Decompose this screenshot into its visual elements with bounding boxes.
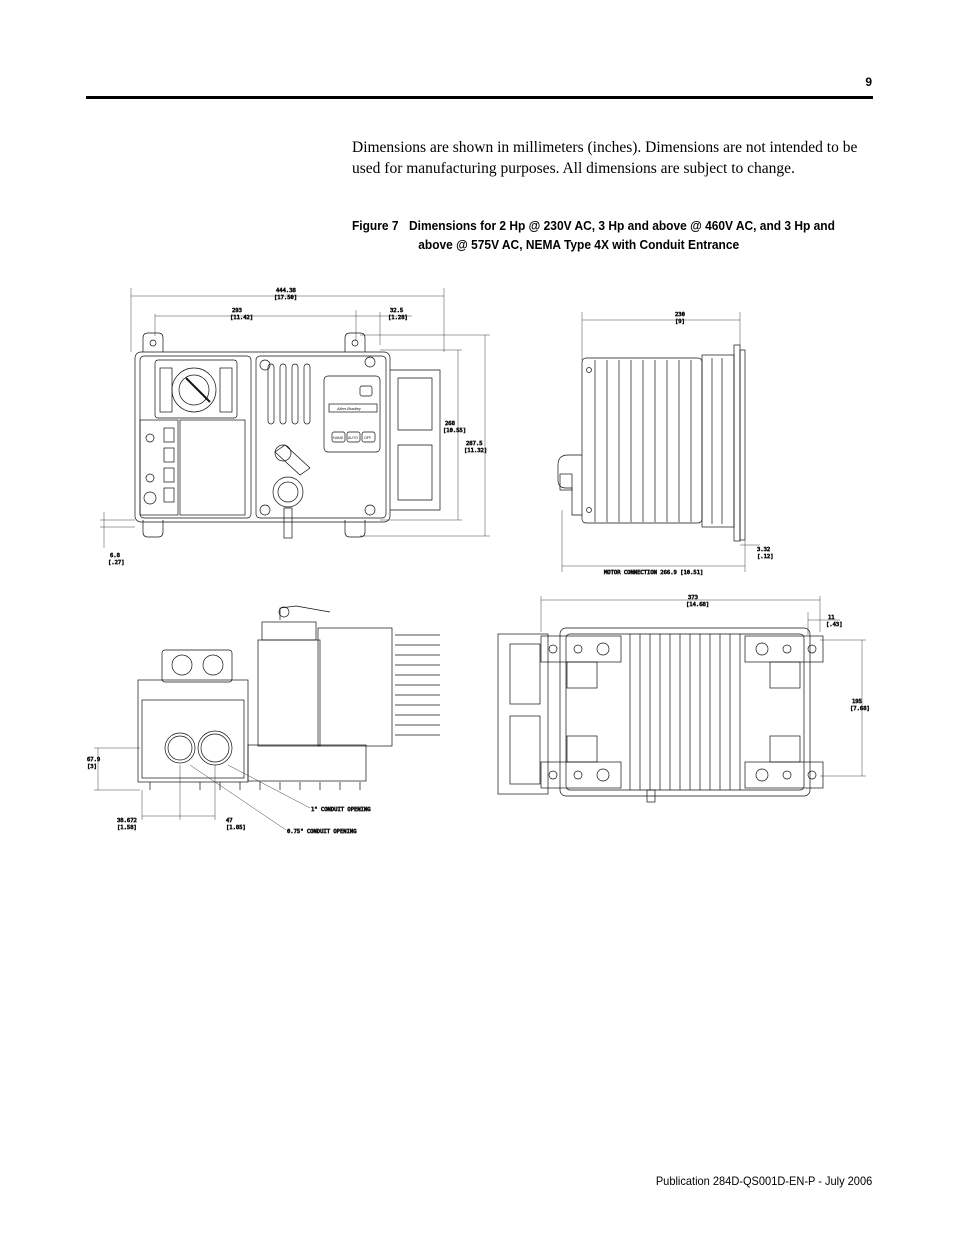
bottom-view <box>87 606 440 835</box>
side-depth: 230 <box>675 312 685 318</box>
keypad-brand: Allen-Bradley <box>337 406 361 411</box>
top-view <box>498 595 870 802</box>
bottom-conduit-1: 1" CONDUIT OPENING <box>311 807 371 813</box>
figure-caption-line1: Dimensions for 2 Hp @ 230V AC, 3 Hp and above @ 460V AC, and 3 Hp and <box>409 218 835 233</box>
bottom-conduit-height: 67.9 <box>87 757 101 763</box>
bottom-dist-1-in: [1.58] <box>117 825 137 831</box>
side-offset-in: [.12] <box>757 554 774 560</box>
side-motor-connection: MOTOR CONNECTION 266.9 [10.51] <box>604 570 704 576</box>
side-depth-in: [9] <box>675 319 685 325</box>
front-height-outer: 287.5 <box>466 441 483 447</box>
top-mount-height-in: [7.68] <box>850 706 870 712</box>
front-height-inner: 268 <box>445 421 455 427</box>
keypad-auto: AUTO <box>348 436 358 440</box>
keypad-hand: HAND <box>333 436 344 440</box>
front-bottom-offset-in: [.27] <box>108 560 125 566</box>
top-width-in: [14.68] <box>686 602 710 608</box>
front-height-outer-in: [11.32] <box>464 448 488 454</box>
top-mount-height: 195 <box>852 699 862 705</box>
bottom-dist-2: 47 <box>226 818 233 824</box>
top-edge-offset: 11 <box>828 615 835 621</box>
bottom-conduit-075: 0.75" CONDUIT OPENING <box>287 829 357 835</box>
front-overall-width-in: [17.50] <box>274 295 298 301</box>
figure-number: Figure 7 <box>352 218 399 233</box>
footer-publication: Publication 284D-QS001D-EN-P - July 2006 <box>655 1174 872 1188</box>
figure-caption-line2: above @ 575V AC, NEMA Type 4X with Conduit Entrance <box>418 237 740 252</box>
front-view <box>100 288 490 566</box>
top-edge-offset-in: [.43] <box>826 622 843 628</box>
keypad-off: OFF <box>364 436 372 440</box>
front-right-offset-in: [1.28] <box>388 315 408 321</box>
bottom-conduit-height-in: [3] <box>87 764 97 770</box>
front-height-inner-in: [10.55] <box>443 428 467 434</box>
front-overall-width: 444.38 <box>276 288 296 294</box>
side-offset: 3.32 <box>757 547 771 553</box>
bottom-dist-1: 38.672 <box>117 818 137 824</box>
front-partial-width-in: [11.42] <box>230 315 254 321</box>
intro-paragraph: Dimensions are shown in millimeters (inches). Dimensions are not intended to be used for manufacturing purposes. All dimensions are subject to change. <box>352 139 858 177</box>
front-bottom-offset: 6.8 <box>110 553 120 559</box>
front-partial-width: 293 <box>232 308 242 314</box>
page-number: 9 <box>865 75 872 89</box>
front-right-offset: 32.5 <box>390 308 404 314</box>
side-view <box>558 312 774 576</box>
bottom-dist-2-in: [1.85] <box>226 825 246 831</box>
top-width: 373 <box>688 595 698 601</box>
